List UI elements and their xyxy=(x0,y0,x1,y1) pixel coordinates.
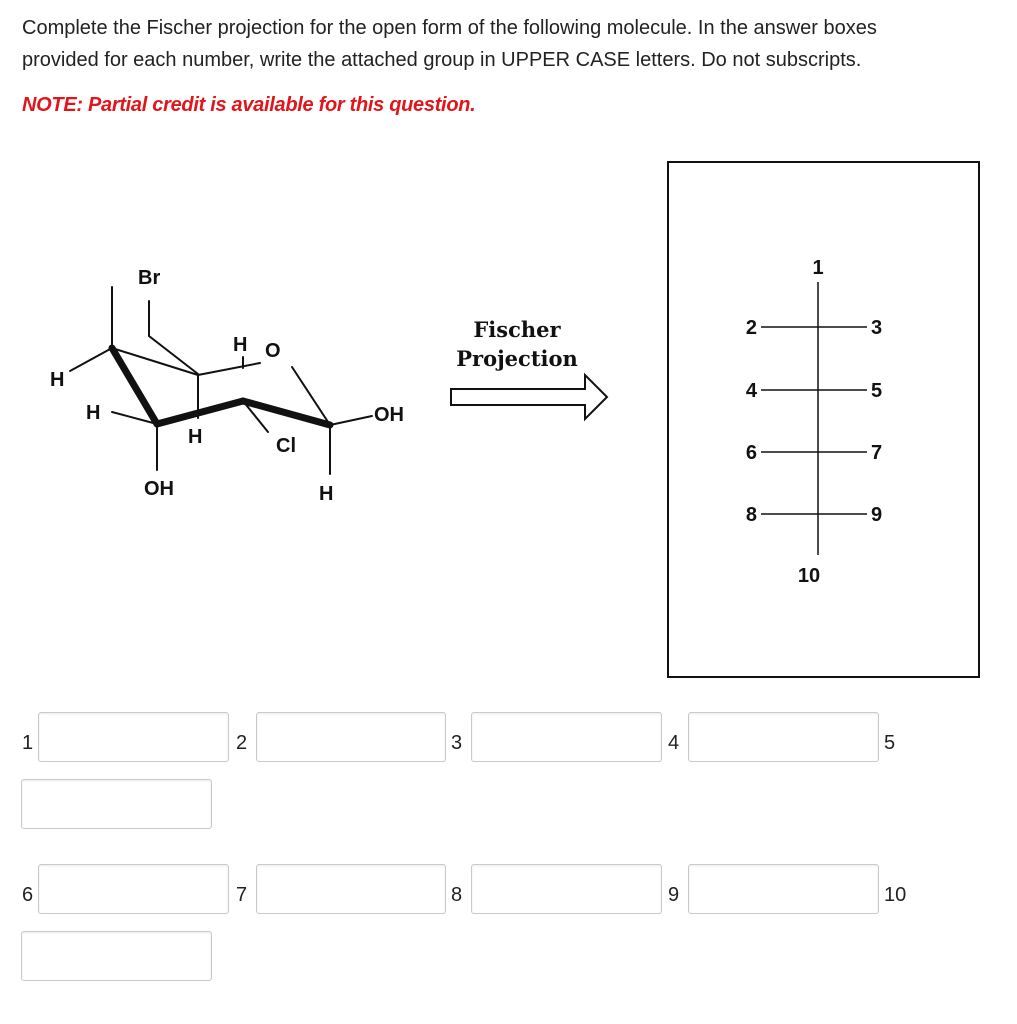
h-ring-inner-label: H xyxy=(188,426,203,448)
h-bond-left-top xyxy=(70,348,112,371)
ring-bond-back-mid xyxy=(198,363,260,375)
answer-input-6[interactable] xyxy=(38,864,229,914)
fischer-pos-bottom: 10 xyxy=(797,565,821,587)
fischer-pos-left-4: 8 xyxy=(745,504,757,526)
fischer-pos-left-3: 6 xyxy=(745,442,757,464)
br-label: Br xyxy=(138,267,161,289)
oh-bond-right xyxy=(330,416,372,425)
fischer-pos-right-2: 5 xyxy=(871,380,883,402)
answer-input-10[interactable] xyxy=(21,931,212,981)
ring-bond-bold-bottom xyxy=(157,401,243,424)
answer-label-5: 5 xyxy=(884,732,896,754)
fischer-pos-right-4: 9 xyxy=(871,504,883,526)
arrow-label-line-1: Fischer xyxy=(473,317,561,342)
h-ring-top-label: H xyxy=(233,334,248,356)
answer-label-10: 10 xyxy=(884,884,907,906)
answer-label-9: 9 xyxy=(668,884,680,906)
answer-label-4: 4 xyxy=(668,732,680,754)
fischer-pos-right-1: 3 xyxy=(871,317,883,339)
answer-label-2: 2 xyxy=(236,732,248,754)
partial-credit-note: NOTE: Partial credit is available for this question. xyxy=(22,94,476,116)
answer-label-6: 6 xyxy=(22,884,34,906)
projection-arrow-icon xyxy=(451,375,607,419)
answer-input-5[interactable] xyxy=(21,779,212,829)
o-ring-label: O xyxy=(265,340,281,362)
answer-input-4[interactable] xyxy=(688,712,879,762)
answer-input-3[interactable] xyxy=(471,712,662,762)
fischer-pos-right-3: 7 xyxy=(871,442,883,464)
h-bottom-label: H xyxy=(319,483,334,505)
question-line-1: Complete the Fischer projection for the open form of the following molecule. In the answer boxes xyxy=(22,17,877,39)
answer-input-2[interactable] xyxy=(256,712,446,762)
question-line-2: provided for each number, write the attached group in UPPER CASE letters. Do not subscripts. xyxy=(22,49,862,71)
fischer-box xyxy=(668,162,979,677)
fischer-pos-left-2: 4 xyxy=(745,380,757,402)
arrow-label-line-2: Projection xyxy=(456,346,578,371)
fischer-pos-left-1: 2 xyxy=(745,317,757,339)
answer-label-8: 8 xyxy=(451,884,463,906)
h-left-mid-label: H xyxy=(86,402,101,424)
oh-right-label: OH xyxy=(374,404,404,426)
answer-label-7: 7 xyxy=(236,884,248,906)
h-left-top-label: H xyxy=(50,369,65,391)
chair-structure xyxy=(70,287,372,474)
answer-label-1: 1 xyxy=(22,732,34,754)
br-bond xyxy=(149,301,198,374)
fischer-pos-top: 1 xyxy=(812,257,824,279)
answer-input-1[interactable] xyxy=(38,712,229,762)
oh-bottom-label: OH xyxy=(144,478,174,500)
answer-label-3: 3 xyxy=(451,732,463,754)
answer-input-8[interactable] xyxy=(471,864,662,914)
answer-input-7[interactable] xyxy=(256,864,446,914)
answer-input-9[interactable] xyxy=(688,864,879,914)
cl-label: Cl xyxy=(276,435,296,457)
